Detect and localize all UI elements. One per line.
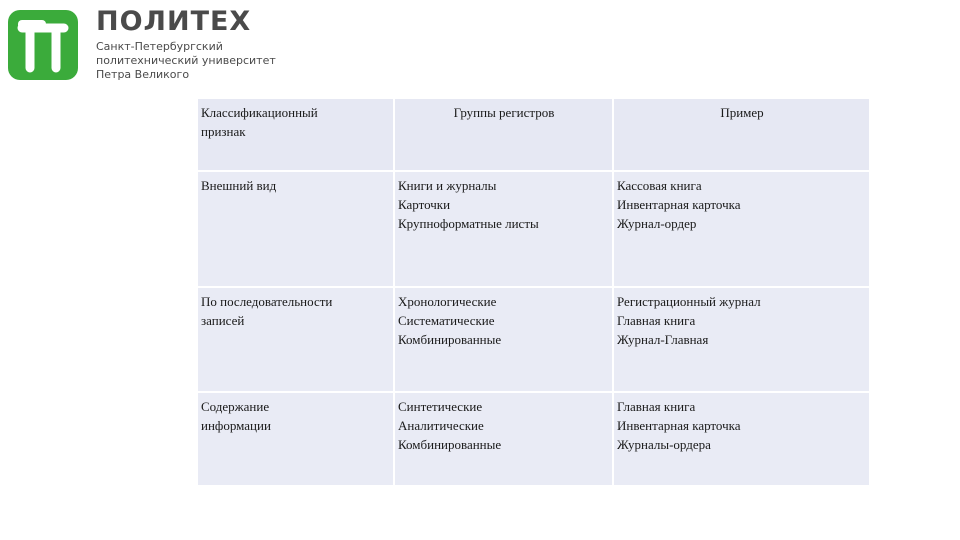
logo-subtitle-line: Петра Великого: [96, 68, 190, 81]
table-cell: [198, 288, 395, 393]
logo-subtitle-line: политехнический университет: [96, 54, 276, 67]
cell-line: Крупноформатные листы: [398, 216, 539, 231]
cell-line: Пример: [720, 105, 764, 120]
cell-line: Внешний вид: [201, 178, 277, 193]
logo-name: ПОЛИТЕХ: [96, 6, 252, 37]
table-cell: [614, 288, 871, 393]
cell-line: Инвентарная карточка: [617, 197, 741, 212]
cell-line: Главная книга: [617, 399, 696, 414]
cell-line: Кассовая книга: [617, 178, 702, 193]
cell-line: Книги и журналы: [398, 178, 497, 193]
table-header-cell: [395, 99, 614, 172]
cell-line: Содержание: [201, 399, 270, 414]
table-cell: [614, 393, 871, 487]
cell-line: признак: [201, 124, 246, 139]
cell-line: Аналитические: [398, 418, 484, 433]
cell-line: По последовательности: [201, 294, 333, 309]
cell-line: Группы регистров: [453, 105, 555, 120]
register-classification-table: [198, 99, 871, 487]
table-cell: [614, 172, 871, 288]
logo-subtitle: [96, 40, 296, 82]
cell-line: Хронологические: [398, 294, 497, 309]
cell-line: Главная книга: [617, 313, 696, 328]
cell-line: Систематические: [398, 313, 495, 328]
table-header-cell: [198, 99, 395, 172]
politech-logo-icon: [8, 10, 78, 80]
table-cell: [395, 393, 614, 487]
table-cell: [198, 172, 395, 288]
politech-logo: [8, 6, 288, 86]
table-cell: [395, 288, 614, 393]
cell-line: Инвентарная карточка: [617, 418, 741, 433]
table-header-cell: [614, 99, 871, 172]
cell-line: Синтетические: [398, 399, 483, 414]
cell-line: Классификационный: [201, 105, 318, 120]
logo-subtitle-line: Санкт-Петербургский: [96, 40, 223, 53]
cell-line: Комбинированные: [398, 437, 502, 452]
cell-line: информации: [201, 418, 271, 433]
cell-line: Журнал-Главная: [617, 332, 709, 347]
table-cell: [395, 172, 614, 288]
cell-line: Карточки: [398, 197, 451, 212]
cell-line: Журналы-ордера: [617, 437, 711, 452]
cell-line: записей: [201, 313, 245, 328]
cell-line: Комбинированные: [398, 332, 502, 347]
cell-line: Журнал-ордер: [617, 216, 697, 231]
table-cell: [198, 393, 395, 487]
cell-line: Регистрационный журнал: [617, 294, 761, 309]
